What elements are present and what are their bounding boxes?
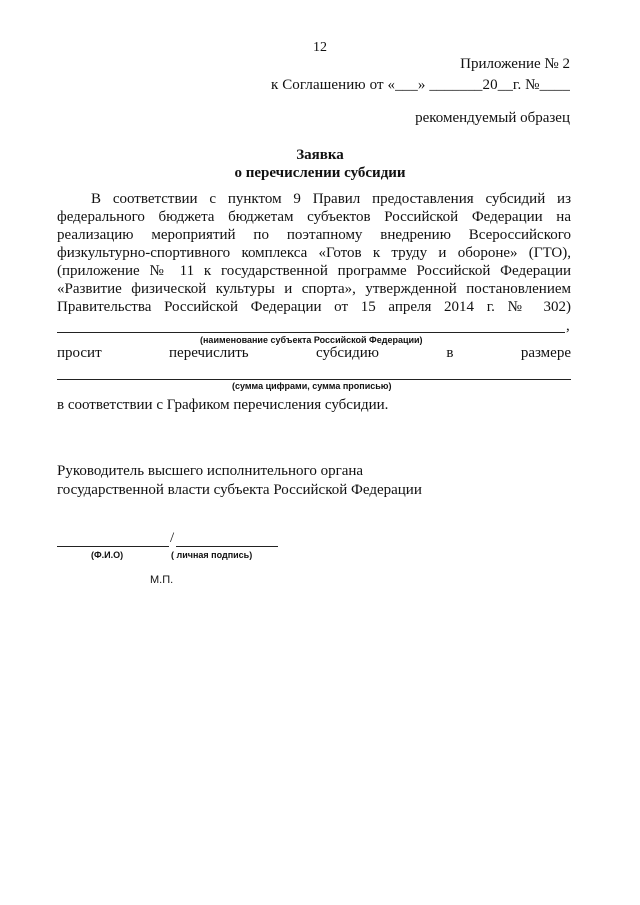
comma: , — [566, 318, 570, 334]
request-word: в — [446, 345, 454, 361]
body-paragraph — [57, 190, 571, 316]
request-word: размере — [520, 345, 571, 361]
signature-line[interactable] — [176, 546, 278, 547]
schedule-text: в соответствии с Графиком перечисления субсидии. — [57, 397, 389, 413]
stamp-mark: М.П. — [150, 574, 174, 586]
fio-line[interactable] — [57, 546, 169, 547]
subject-name-line[interactable] — [57, 332, 565, 333]
head-title-line1: Руководитель высшего исполнительного органа — [57, 463, 364, 479]
head-title-line2: государственной власти субъекта Российской Федерации — [57, 482, 422, 498]
amount-line[interactable] — [57, 379, 571, 380]
request-word: перечислить — [169, 345, 249, 361]
amount-caption: (сумма цифрами, сумма прописью) — [232, 381, 392, 391]
document-subtitle: о перечислении субсидии — [234, 165, 406, 181]
appendix-label: Приложение № 2 — [460, 56, 570, 72]
subject-name-caption: (наименование субъекта Российской Федерации) — [200, 335, 423, 345]
slash: / — [170, 530, 175, 546]
sample-note: рекомендуемый образец — [415, 110, 570, 126]
request-word: субсидию — [316, 345, 379, 361]
page-number: 12 — [313, 40, 327, 55]
agreement-line: к Соглашению от «___» _______20__г. №____ — [270, 77, 570, 93]
request-word: просит — [57, 345, 102, 361]
request-row — [57, 345, 571, 362]
signature-caption: ( личная подпись) — [171, 550, 253, 560]
fio-caption: (Ф.И.О) — [91, 550, 124, 560]
document-title: Заявка — [296, 147, 344, 163]
body-paragraph-text: В соответствии с пунктом 9 Правил предоставления субсидий из федерального бюджета бюджетам субъектов Российской Федерации на реализацию мероприятий по поэтапному внедрению Всероссийского физкультурно-спортивного комплекса «Готов к труду и обороне» (ГТО), (приложение № 11 к государственной программе Российской Федерации «Развитие физической культуры и спорта», утвержденной постановлением Правительства Российской Федерации от 15 апреля 2014 г. № 302) — [57, 191, 571, 315]
